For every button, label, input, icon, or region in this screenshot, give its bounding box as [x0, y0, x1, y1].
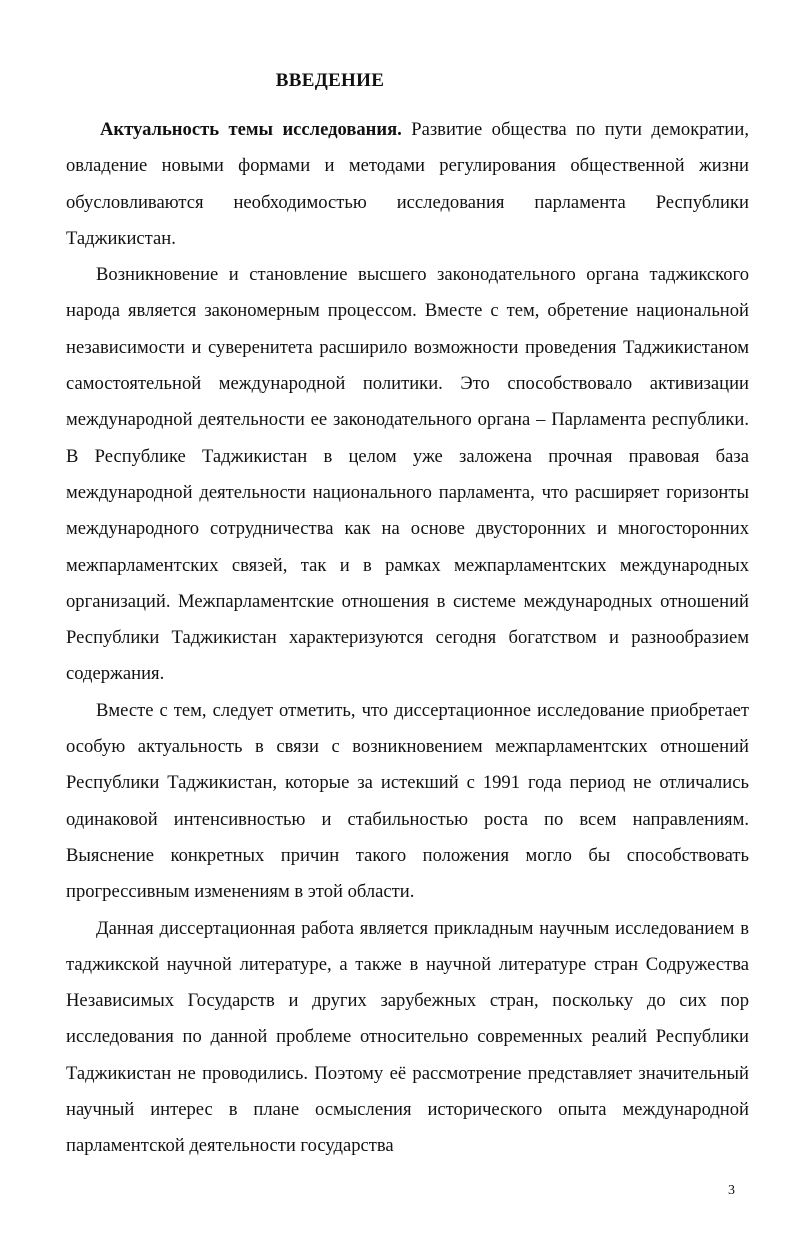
paragraph-scientific-work: Данная диссертационная работа является прикладным научным исследованием в таджикской научной литературе, а также в научной литературе стран Содружества Независимых Государств и других зарубежных стран, поскольку до сих пор исследования по данной проблеме относительно современных реалий Республики Таджикистан не проводились. Поэтому её рассмотрение представляет значительный научный интерес в плане осмысления исторического опыта международной парламентской деятельности государства	[66, 917, 749, 1157]
page-number: 3	[728, 1183, 735, 1198]
paragraph-relevance	[66, 112, 749, 257]
paragraph-actuality: Вместе с тем, следует отметить, что диссертационное исследование приобретает особую актуальность в связи с возникновением межпарламентских отношений Республики Таджикистан, которые за истекший с 1991 года период не отличались одинаковой интенсивностью и стабильностью роста по всем направлениям. Выяснение конкретных причин такого положения могло бы способствовать прогрессивным изменениям в этой области.	[66, 699, 749, 903]
body-text	[66, 112, 749, 1165]
relevance-text: Развитие общества по пути демократии, овладение новыми формами и методами регулирования общественной жизни обусловливаются необходимостью исследования парламента Республики Таджикистан.	[66, 119, 749, 249]
paragraph-parliament-formation: Возникновение и становление высшего законодательного органа таджикского народа является закономерным процессом. Вместе с тем, обретение национальной независимости и суверенитета расширило возможности проведения Таджикистаном самостоятельной международной политики. Это способствовало активизации международной деятельности ее законодательного органа – Парламента республики. В Республике Таджикистан в целом уже заложена прочная правовая база международной деятельности национального парламента, что расширяет горизонты международного сотрудничества как на основе двусторонних и многосторонних межпарламентских связей, так и в рамках межпарламентских международных организаций. Межпарламентские отношения в системе международных отношений Республики Таджикистан характеризуются сегодня богатством и разнообразием содержания.	[66, 264, 749, 685]
relevance-lead: Актуальность темы исследования.	[100, 119, 402, 140]
section-title: ВВЕДЕНИЕ	[275, 70, 385, 91]
